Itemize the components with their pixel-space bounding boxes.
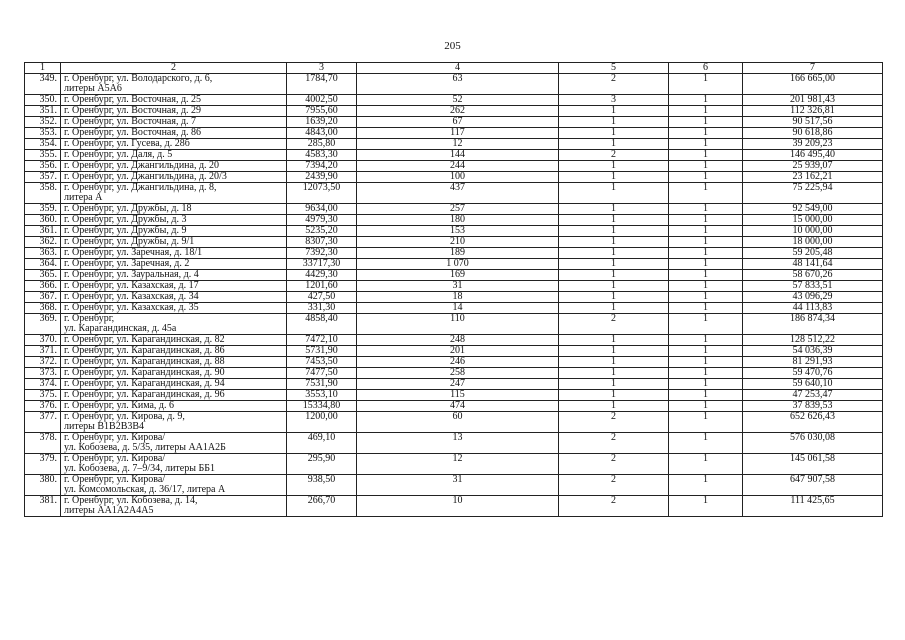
cell-residents: 180 (357, 215, 559, 226)
cell-amount: 37 839,53 (743, 401, 883, 412)
cell-amount: 59 205,48 (743, 248, 883, 259)
cell-area: 331,30 (287, 303, 357, 314)
cell-address: г. Оренбург, ул. Кобозева, д. 14, литеры АА1А2А4А5 (61, 496, 287, 517)
cell-count: 1 (559, 128, 669, 139)
cell-flag: 1 (669, 368, 743, 379)
cell-address: г. Оренбург, ул. Гусева, д. 28б (61, 139, 287, 150)
table-row (25, 204, 883, 215)
cell-area: 1639,20 (287, 117, 357, 128)
cell-count: 1 (559, 346, 669, 357)
cell-count: 1 (559, 161, 669, 172)
cell-area: 4002,50 (287, 95, 357, 106)
cell-area: 7394,20 (287, 161, 357, 172)
table-row (25, 172, 883, 183)
cell-area: 5731,90 (287, 346, 357, 357)
cell-flag: 1 (669, 292, 743, 303)
cell-amount: 146 495,40 (743, 150, 883, 161)
table-row (25, 95, 883, 106)
cell-flag: 1 (669, 335, 743, 346)
cell-residents: 52 (357, 95, 559, 106)
cell-residents: 474 (357, 401, 559, 412)
cell-flag: 1 (669, 183, 743, 204)
cell-row-number: 355. (25, 150, 61, 161)
table-row (25, 106, 883, 117)
table-row (25, 215, 883, 226)
cell-count: 2 (559, 74, 669, 95)
cell-residents: 13 (357, 433, 559, 454)
cell-amount: 90 618,86 (743, 128, 883, 139)
cell-residents: 63 (357, 74, 559, 95)
table-row (25, 303, 883, 314)
cell-residents: 144 (357, 150, 559, 161)
table-row (25, 128, 883, 139)
cell-row-number: 351. (25, 106, 61, 117)
table-row (25, 357, 883, 368)
table-row (25, 226, 883, 237)
cell-residents: 189 (357, 248, 559, 259)
cell-residents: 60 (357, 412, 559, 433)
registry-table (24, 62, 883, 517)
cell-residents: 18 (357, 292, 559, 303)
cell-count: 1 (559, 139, 669, 150)
cell-flag: 1 (669, 139, 743, 150)
cell-count: 2 (559, 433, 669, 454)
cell-flag: 1 (669, 259, 743, 270)
cell-address: г. Оренбург, ул. Казахская, д. 17 (61, 281, 287, 292)
cell-area: 4583,30 (287, 150, 357, 161)
cell-residents: 100 (357, 172, 559, 183)
cell-row-number: 363. (25, 248, 61, 259)
column-header: 5 (559, 63, 669, 74)
cell-count: 1 (559, 335, 669, 346)
cell-residents: 67 (357, 117, 559, 128)
cell-row-number: 357. (25, 172, 61, 183)
cell-area: 3553,10 (287, 390, 357, 401)
cell-address: г. Оренбург, ул. Кирова/ ул. Кобозева, д. 5/35, литеры АА1А2Б (61, 433, 287, 454)
cell-area: 7453,50 (287, 357, 357, 368)
cell-area: 7955,60 (287, 106, 357, 117)
cell-residents: 201 (357, 346, 559, 357)
cell-residents: 247 (357, 379, 559, 390)
cell-count: 2 (559, 475, 669, 496)
cell-area: 469,10 (287, 433, 357, 454)
cell-address: г. Оренбург, ул. Дружбы, д. 9/1 (61, 237, 287, 248)
table-row (25, 161, 883, 172)
cell-address: г. Оренбург, ул. Карагандинская, д. 86 (61, 346, 287, 357)
cell-area: 285,80 (287, 139, 357, 150)
cell-amount: 25 939,07 (743, 161, 883, 172)
cell-count: 1 (559, 215, 669, 226)
column-header: 3 (287, 63, 357, 74)
cell-area: 2439,90 (287, 172, 357, 183)
cell-address: г. Оренбург, ул. Карагандинская, д. 94 (61, 379, 287, 390)
cell-address: г. Оренбург, ул. Карагандинская, д. 90 (61, 368, 287, 379)
cell-address: г. Оренбург, ул. Дружбы, д. 9 (61, 226, 287, 237)
cell-amount: 201 981,43 (743, 95, 883, 106)
cell-count: 3 (559, 95, 669, 106)
header-row (25, 63, 883, 74)
cell-residents: 14 (357, 303, 559, 314)
cell-residents: 110 (357, 314, 559, 335)
cell-flag: 1 (669, 390, 743, 401)
cell-address: г. Оренбург, ул. Даля, д. 5 (61, 150, 287, 161)
table-row (25, 475, 883, 496)
column-header: 1 (25, 63, 61, 74)
cell-amount: 81 291,93 (743, 357, 883, 368)
cell-row-number: 381. (25, 496, 61, 517)
cell-count: 1 (559, 183, 669, 204)
table-row (25, 454, 883, 475)
cell-count: 1 (559, 204, 669, 215)
cell-address: г. Оренбург, ул. Карагандинская, д. 82 (61, 335, 287, 346)
table-row (25, 259, 883, 270)
cell-area: 4429,30 (287, 270, 357, 281)
cell-area: 5235,20 (287, 226, 357, 237)
cell-count: 1 (559, 172, 669, 183)
cell-residents: 117 (357, 128, 559, 139)
cell-flag: 1 (669, 172, 743, 183)
cell-amount: 112 326,81 (743, 106, 883, 117)
cell-row-number: 362. (25, 237, 61, 248)
cell-count: 1 (559, 248, 669, 259)
cell-area: 1200,00 (287, 412, 357, 433)
cell-flag: 1 (669, 226, 743, 237)
cell-area: 938,50 (287, 475, 357, 496)
table-body (25, 74, 883, 517)
cell-row-number: 370. (25, 335, 61, 346)
cell-row-number: 354. (25, 139, 61, 150)
cell-flag: 1 (669, 475, 743, 496)
cell-flag: 1 (669, 237, 743, 248)
cell-row-number: 375. (25, 390, 61, 401)
cell-count: 2 (559, 496, 669, 517)
cell-flag: 1 (669, 95, 743, 106)
cell-residents: 210 (357, 237, 559, 248)
cell-amount: 44 113,83 (743, 303, 883, 314)
cell-row-number: 368. (25, 303, 61, 314)
cell-count: 1 (559, 259, 669, 270)
cell-residents: 246 (357, 357, 559, 368)
table-row (25, 412, 883, 433)
table-row (25, 270, 883, 281)
cell-row-number: 350. (25, 95, 61, 106)
cell-flag: 1 (669, 379, 743, 390)
cell-flag: 1 (669, 150, 743, 161)
cell-amount: 59 470,76 (743, 368, 883, 379)
table-row (25, 150, 883, 161)
column-header: 2 (61, 63, 287, 74)
cell-amount: 92 549,00 (743, 204, 883, 215)
table-row (25, 379, 883, 390)
cell-amount: 576 030,08 (743, 433, 883, 454)
cell-amount: 58 670,26 (743, 270, 883, 281)
cell-flag: 1 (669, 270, 743, 281)
cell-flag: 1 (669, 314, 743, 335)
cell-row-number: 356. (25, 161, 61, 172)
cell-address: г. Оренбург, ул. Кима, д. 6 (61, 401, 287, 412)
table-row (25, 237, 883, 248)
cell-address: г. Оренбург, ул. Казахская, д. 34 (61, 292, 287, 303)
cell-amount: 57 833,51 (743, 281, 883, 292)
cell-address: г. Оренбург, ул. Карагандинская, д. 88 (61, 357, 287, 368)
cell-amount: 39 209,23 (743, 139, 883, 150)
cell-flag: 1 (669, 161, 743, 172)
cell-row-number: 353. (25, 128, 61, 139)
cell-flag: 1 (669, 454, 743, 475)
cell-area: 4858,40 (287, 314, 357, 335)
cell-row-number: 377. (25, 412, 61, 433)
cell-address: г. Оренбург, ул. Кирова, д. 9, литеры В1В2В3В4 (61, 412, 287, 433)
cell-count: 2 (559, 454, 669, 475)
cell-amount: 652 626,43 (743, 412, 883, 433)
cell-residents: 31 (357, 281, 559, 292)
cell-amount: 59 640,10 (743, 379, 883, 390)
column-header: 7 (743, 63, 883, 74)
table-row (25, 139, 883, 150)
table-row (25, 292, 883, 303)
cell-area: 7472,10 (287, 335, 357, 346)
page-number: 205 (444, 40, 461, 52)
cell-address: г. Оренбург, ул. Восточная, д. 86 (61, 128, 287, 139)
cell-flag: 1 (669, 117, 743, 128)
cell-address: г. Оренбург, ул. Заречная, д. 18/1 (61, 248, 287, 259)
cell-area: 15334,80 (287, 401, 357, 412)
cell-flag: 1 (669, 106, 743, 117)
cell-count: 1 (559, 226, 669, 237)
cell-row-number: 360. (25, 215, 61, 226)
cell-area: 7531,90 (287, 379, 357, 390)
cell-count: 1 (559, 292, 669, 303)
cell-row-number: 371. (25, 346, 61, 357)
cell-address: г. Оренбург, ул. Восточная, д. 25 (61, 95, 287, 106)
table-row (25, 496, 883, 517)
cell-residents: 258 (357, 368, 559, 379)
cell-residents: 12 (357, 139, 559, 150)
cell-count: 1 (559, 303, 669, 314)
cell-amount: 10 000,00 (743, 226, 883, 237)
cell-flag: 1 (669, 401, 743, 412)
cell-amount: 47 253,47 (743, 390, 883, 401)
cell-address: г. Оренбург, ул. Дружбы, д. 3 (61, 215, 287, 226)
cell-row-number: 366. (25, 281, 61, 292)
cell-amount: 15 000,00 (743, 215, 883, 226)
cell-count: 1 (559, 401, 669, 412)
cell-flag: 1 (669, 433, 743, 454)
cell-address: г. Оренбург, ул. Джангильдина, д. 20/3 (61, 172, 287, 183)
cell-area: 266,70 (287, 496, 357, 517)
cell-flag: 1 (669, 204, 743, 215)
table-row (25, 335, 883, 346)
cell-residents: 437 (357, 183, 559, 204)
cell-flag: 1 (669, 74, 743, 95)
cell-residents: 169 (357, 270, 559, 281)
cell-address: г. Оренбург, ул. Зауральная, д. 4 (61, 270, 287, 281)
cell-count: 1 (559, 281, 669, 292)
cell-count: 1 (559, 117, 669, 128)
cell-count: 2 (559, 150, 669, 161)
cell-area: 7392,30 (287, 248, 357, 259)
cell-residents: 248 (357, 335, 559, 346)
cell-address: г. Оренбург, ул. Карагандинская, д. 45а (61, 314, 287, 335)
table-row (25, 248, 883, 259)
table-row (25, 183, 883, 204)
cell-residents: 257 (357, 204, 559, 215)
column-header: 4 (357, 63, 559, 74)
table-row (25, 390, 883, 401)
cell-row-number: 359. (25, 204, 61, 215)
cell-row-number: 379. (25, 454, 61, 475)
cell-count: 1 (559, 357, 669, 368)
cell-residents: 1 070 (357, 259, 559, 270)
cell-area: 9634,00 (287, 204, 357, 215)
cell-count: 1 (559, 237, 669, 248)
cell-row-number: 349. (25, 74, 61, 95)
cell-count: 1 (559, 379, 669, 390)
cell-flag: 1 (669, 248, 743, 259)
cell-count: 1 (559, 368, 669, 379)
table-row (25, 314, 883, 335)
cell-amount: 90 517,56 (743, 117, 883, 128)
cell-address: г. Оренбург, ул. Джангильдина, д. 8, литера А (61, 183, 287, 204)
table-row (25, 117, 883, 128)
cell-row-number: 372. (25, 357, 61, 368)
cell-amount: 75 225,94 (743, 183, 883, 204)
cell-amount: 43 096,29 (743, 292, 883, 303)
cell-area: 33717,30 (287, 259, 357, 270)
cell-amount: 54 036,39 (743, 346, 883, 357)
cell-row-number: 374. (25, 379, 61, 390)
cell-row-number: 365. (25, 270, 61, 281)
cell-address: г. Оренбург, ул. Карагандинская, д. 96 (61, 390, 287, 401)
cell-row-number: 367. (25, 292, 61, 303)
cell-area: 7477,50 (287, 368, 357, 379)
cell-row-number: 352. (25, 117, 61, 128)
cell-flag: 1 (669, 128, 743, 139)
cell-residents: 244 (357, 161, 559, 172)
cell-flag: 1 (669, 357, 743, 368)
table-row (25, 433, 883, 454)
cell-area: 12073,50 (287, 183, 357, 204)
cell-count: 1 (559, 106, 669, 117)
cell-amount: 23 162,21 (743, 172, 883, 183)
cell-area: 4843,00 (287, 128, 357, 139)
cell-amount: 48 141,64 (743, 259, 883, 270)
cell-count: 1 (559, 270, 669, 281)
cell-flag: 1 (669, 281, 743, 292)
cell-address: г. Оренбург, ул. Восточная, д. 29 (61, 106, 287, 117)
column-header: 6 (669, 63, 743, 74)
cell-count: 2 (559, 314, 669, 335)
cell-count: 2 (559, 412, 669, 433)
cell-amount: 18 000,00 (743, 237, 883, 248)
cell-flag: 1 (669, 496, 743, 517)
cell-area: 1784,70 (287, 74, 357, 95)
cell-address: г. Оренбург, ул. Кирова/ ул. Комсомольская, д. 36/17, литера А (61, 475, 287, 496)
cell-residents: 115 (357, 390, 559, 401)
cell-address: г. Оренбург, ул. Дружбы, д. 18 (61, 204, 287, 215)
cell-address: г. Оренбург, ул. Восточная, д. 7 (61, 117, 287, 128)
table-row (25, 401, 883, 412)
cell-address: г. Оренбург, ул. Кирова/ ул. Кобозева, д. 7–9/34, литеры ББ1 (61, 454, 287, 475)
cell-row-number: 369. (25, 314, 61, 335)
cell-row-number: 378. (25, 433, 61, 454)
cell-flag: 1 (669, 215, 743, 226)
table-row (25, 281, 883, 292)
cell-row-number: 373. (25, 368, 61, 379)
cell-area: 295,90 (287, 454, 357, 475)
cell-amount: 647 907,58 (743, 475, 883, 496)
table-row (25, 346, 883, 357)
cell-area: 8307,30 (287, 237, 357, 248)
cell-row-number: 358. (25, 183, 61, 204)
cell-amount: 128 512,22 (743, 335, 883, 346)
cell-amount: 166 665,00 (743, 74, 883, 95)
cell-address: г. Оренбург, ул. Заречная, д. 2 (61, 259, 287, 270)
cell-amount: 186 874,34 (743, 314, 883, 335)
cell-residents: 10 (357, 496, 559, 517)
cell-flag: 1 (669, 412, 743, 433)
cell-row-number: 364. (25, 259, 61, 270)
cell-residents: 153 (357, 226, 559, 237)
cell-address: г. Оренбург, ул. Володарского, д. 6, литеры А5А6 (61, 74, 287, 95)
cell-count: 1 (559, 390, 669, 401)
table-row (25, 368, 883, 379)
cell-flag: 1 (669, 346, 743, 357)
cell-address: г. Оренбург, ул. Казахская, д. 35 (61, 303, 287, 314)
cell-residents: 31 (357, 475, 559, 496)
cell-area: 427,50 (287, 292, 357, 303)
cell-area: 1201,60 (287, 281, 357, 292)
cell-area: 4979,30 (287, 215, 357, 226)
cell-flag: 1 (669, 303, 743, 314)
cell-amount: 111 425,65 (743, 496, 883, 517)
cell-residents: 12 (357, 454, 559, 475)
cell-row-number: 376. (25, 401, 61, 412)
cell-residents: 262 (357, 106, 559, 117)
cell-amount: 145 061,58 (743, 454, 883, 475)
table-row (25, 74, 883, 95)
cell-row-number: 380. (25, 475, 61, 496)
cell-address: г. Оренбург, ул. Джангильдина, д. 20 (61, 161, 287, 172)
cell-row-number: 361. (25, 226, 61, 237)
